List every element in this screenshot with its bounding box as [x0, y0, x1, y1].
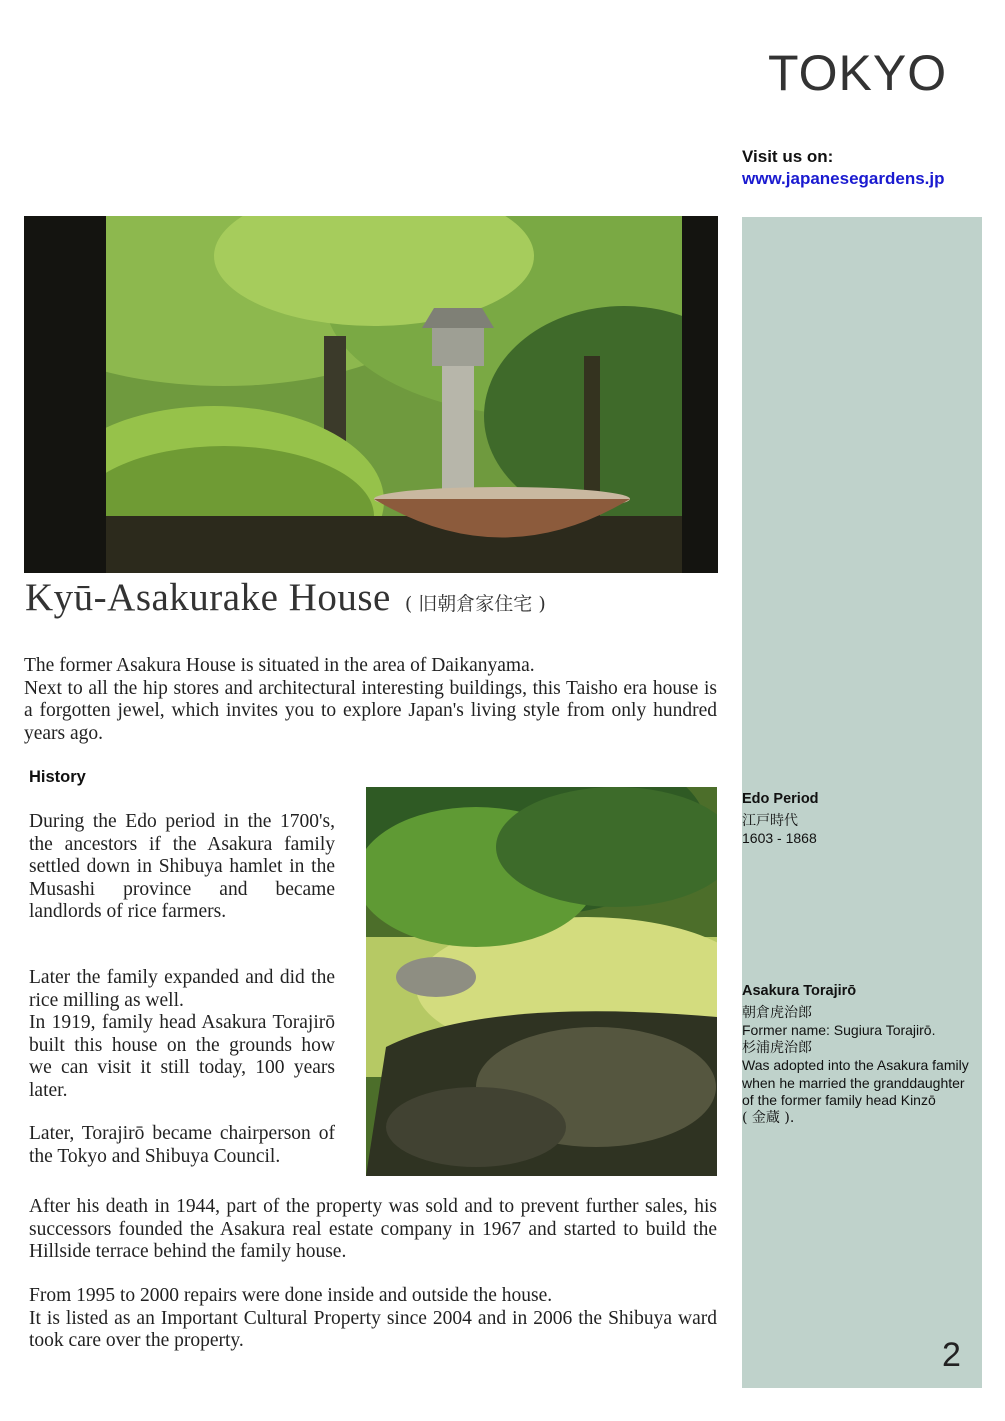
history-paragraph-5b-text: It is listed as an Important Cultural Property since 2004 and in 2006 the Shibuya ward took care over the property.: [29, 1307, 717, 1351]
history-paragraph-3-text: Later, Torajirō became chairperson of the Tokyo and Shibuya Council.: [29, 1123, 335, 1167]
torajiro-former-japanese: 杉浦虎治郎: [742, 1039, 812, 1056]
history-paragraph-5a-text: From 1995 to 2000 repairs were done inside and outside the house.: [29, 1285, 553, 1306]
torajiro-note: [742, 983, 974, 1127]
garden-photo-lantern: [24, 216, 718, 573]
history-heading: History: [29, 768, 86, 786]
page-title: [25, 575, 546, 620]
website-link[interactable]: www.japanesegardens.jp: [742, 169, 945, 188]
edo-period-note: [742, 791, 974, 848]
history-paragraph-2b-text: In 1919, family head Asakura Torajirō built this house on the grounds how we can visit it still today, 100 years later.: [29, 1012, 335, 1101]
history-paragraph-2a-text: Later the family expanded and did the rice milling as well.: [29, 967, 335, 1011]
intro-line-2: Next to all the hip stores and architectural interesting buildings, this Taisho era house is a forgotten jewel, which invites you to explore Japan's living style from only hundred years ago.: [24, 677, 717, 744]
torajiro-japanese: 朝倉虎治郎: [742, 1004, 812, 1021]
torajiro-adopted: Was adopted into the Asakura family when he married the granddaughter of the former family head Kinzō: [742, 1057, 969, 1108]
history-paragraph-5: [29, 1285, 717, 1353]
title-japanese: ( 旧朝倉家住宅 ): [404, 593, 546, 615]
history-paragraph-4: [29, 1196, 717, 1264]
history-paragraph-4-text: After his death in 1944, part of the property was sold and to prevent further sales, his successors founded the Asakura real estate company in 1967 and started to build the Hillside terrace behind the family house.: [29, 1196, 717, 1262]
intro-line-1: The former Asakura House is situated in the area of Daikanyama.: [24, 655, 535, 676]
city-title: TOKYO: [768, 45, 948, 101]
edo-period-japanese: 江戸時代: [742, 812, 798, 829]
visit-label: Visit us on:: [742, 147, 834, 166]
history-paragraph-3: [29, 1123, 335, 1168]
history-paragraph-1: [29, 811, 335, 924]
intro-text: [24, 655, 717, 745]
edo-period-years: 1603 - 1868: [742, 830, 817, 846]
page-number: 2: [942, 1336, 961, 1374]
torajiro-title: Asakura Torajirō: [742, 983, 857, 999]
title-main: Kyū-Asakurake House: [25, 576, 391, 619]
garden-photo-moss: [366, 787, 717, 1176]
history-paragraph-1-text: During the Edo period in the 1700's, the ancestors if the Asakura family settled down in Shibuya hamlet in the Musashi province and became landlords of rice farmers.: [29, 811, 335, 922]
edo-period-title: Edo Period: [742, 791, 819, 807]
torajiro-former-name: Former name: Sugiura Torajirō.: [742, 1022, 936, 1038]
kinzo-japanese: ( 金蔵 ).: [742, 1109, 795, 1126]
visit-block: [742, 146, 945, 190]
history-paragraph-2: [29, 967, 335, 1102]
